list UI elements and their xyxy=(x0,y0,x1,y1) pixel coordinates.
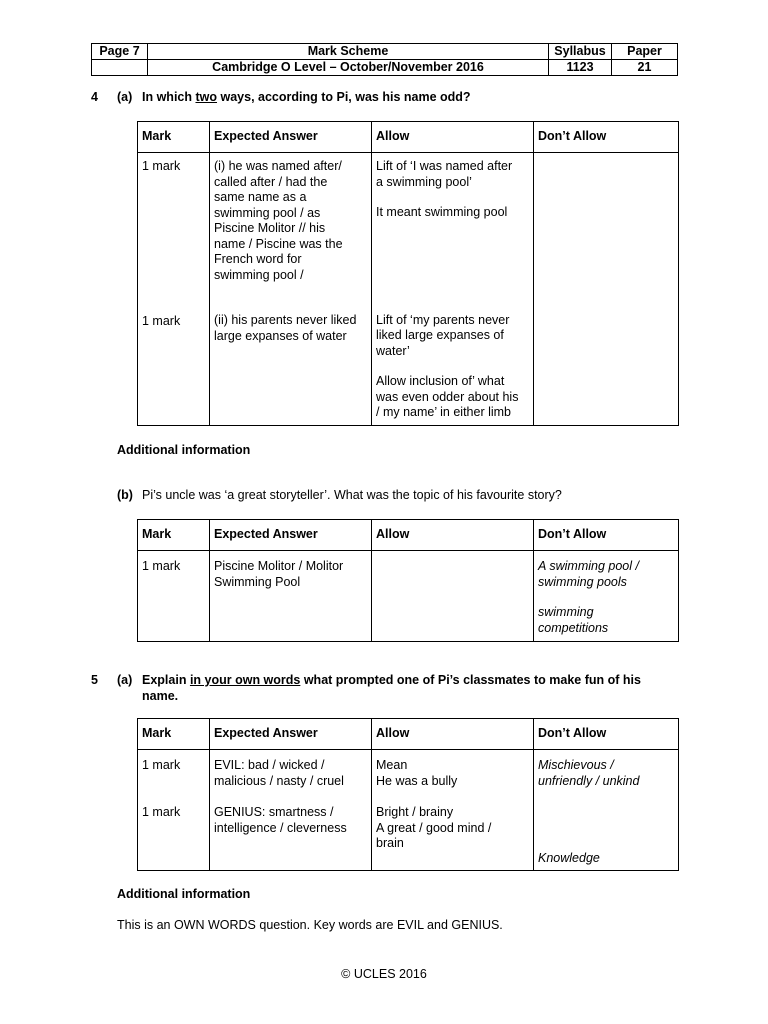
dont-allow-cell: A swimming pool / swimming pools swimming competitions xyxy=(534,551,679,642)
page-number: Page 7 xyxy=(92,44,148,60)
q4a-additional-heading: Additional information xyxy=(117,443,251,457)
document-subtitle: Cambridge O Level – October/November 2016 xyxy=(148,60,549,76)
document-title: Mark Scheme xyxy=(148,44,549,60)
table-row xyxy=(138,551,679,642)
mark-cell: 1 mark 1 mark xyxy=(138,750,210,871)
col-dont-allow: Don’t Allow xyxy=(534,122,679,153)
col-expected: Expected Answer xyxy=(210,520,372,551)
q4a-part: (a) xyxy=(117,90,133,104)
table-header-row xyxy=(138,520,679,551)
table-header-row xyxy=(138,719,679,750)
table-row xyxy=(138,750,679,871)
dont-allow-cell: Mischievous / unfriendly / unkind Knowledge xyxy=(534,750,679,871)
q4b-part: (b) xyxy=(117,488,133,502)
col-mark: Mark xyxy=(138,520,210,551)
table-row xyxy=(138,153,679,426)
col-expected: Expected Answer xyxy=(210,719,372,750)
paper-label: Paper xyxy=(612,44,678,60)
expected-answer-cell: Piscine Molitor / Molitor Swimming Pool xyxy=(210,551,372,642)
paper-number: 21 xyxy=(612,60,678,76)
question-number-4: 4 xyxy=(91,90,98,104)
syllabus-label: Syllabus xyxy=(549,44,612,60)
header-table xyxy=(91,43,678,76)
copyright-footer: © UCLES 2016 xyxy=(341,967,427,981)
allow-cell xyxy=(372,551,534,642)
q5a-question: Explain in your own words what prompted one of Pi’s classmates to make fun of his name. xyxy=(142,673,641,703)
header-empty-cell xyxy=(92,60,148,76)
dont-allow-cell xyxy=(534,153,679,426)
q4b-mark-table xyxy=(137,519,679,642)
q4a-mark-table xyxy=(137,121,679,426)
expected-answer-cell: (i) he was named after/ called after / had the same name as a swimming pool / as Piscine Molitor // his name / Piscine was the French word for swimming pool / (ii) his parents never liked large expanses of water xyxy=(210,153,372,426)
q5a-part: (a) xyxy=(117,673,133,687)
mark-cell: 1 mark xyxy=(138,551,210,642)
col-mark: Mark xyxy=(138,122,210,153)
col-expected: Expected Answer xyxy=(210,122,372,153)
q5a-additional-heading: Additional information xyxy=(117,887,251,901)
col-allow: Allow xyxy=(372,520,534,551)
mark-cell: 1 mark 1 mark xyxy=(138,153,210,426)
q5a-mark-table xyxy=(137,718,679,871)
q4a-question: In which two ways, according to Pi, was his name odd? xyxy=(142,90,471,104)
col-dont-allow: Don’t Allow xyxy=(534,719,679,750)
col-dont-allow: Don’t Allow xyxy=(534,520,679,551)
q4b-question: Pi’s uncle was ‘a great storyteller’. What was the topic of his favourite story? xyxy=(142,488,562,502)
col-allow: Allow xyxy=(372,719,534,750)
question-number-5: 5 xyxy=(91,673,98,687)
col-allow: Allow xyxy=(372,122,534,153)
allow-cell: Lift of ‘I was named after a swimming pool’ It meant swimming pool Lift of ‘my parents never liked large expanses of water’ Allow inclusion of’ what was even odder about his / my name’ in either limb xyxy=(372,153,534,426)
expected-answer-cell: EVIL: bad / wicked / malicious / nasty / cruel GENIUS: smartness / intelligence / cleverness xyxy=(210,750,372,871)
allow-cell: Mean He was a bully Bright / brainy A great / good mind / brain xyxy=(372,750,534,871)
table-header-row xyxy=(138,122,679,153)
col-mark: Mark xyxy=(138,719,210,750)
syllabus-code: 1123 xyxy=(549,60,612,76)
q5a-note: This is an OWN WORDS question. Key words are EVIL and GENIUS. xyxy=(117,918,503,932)
